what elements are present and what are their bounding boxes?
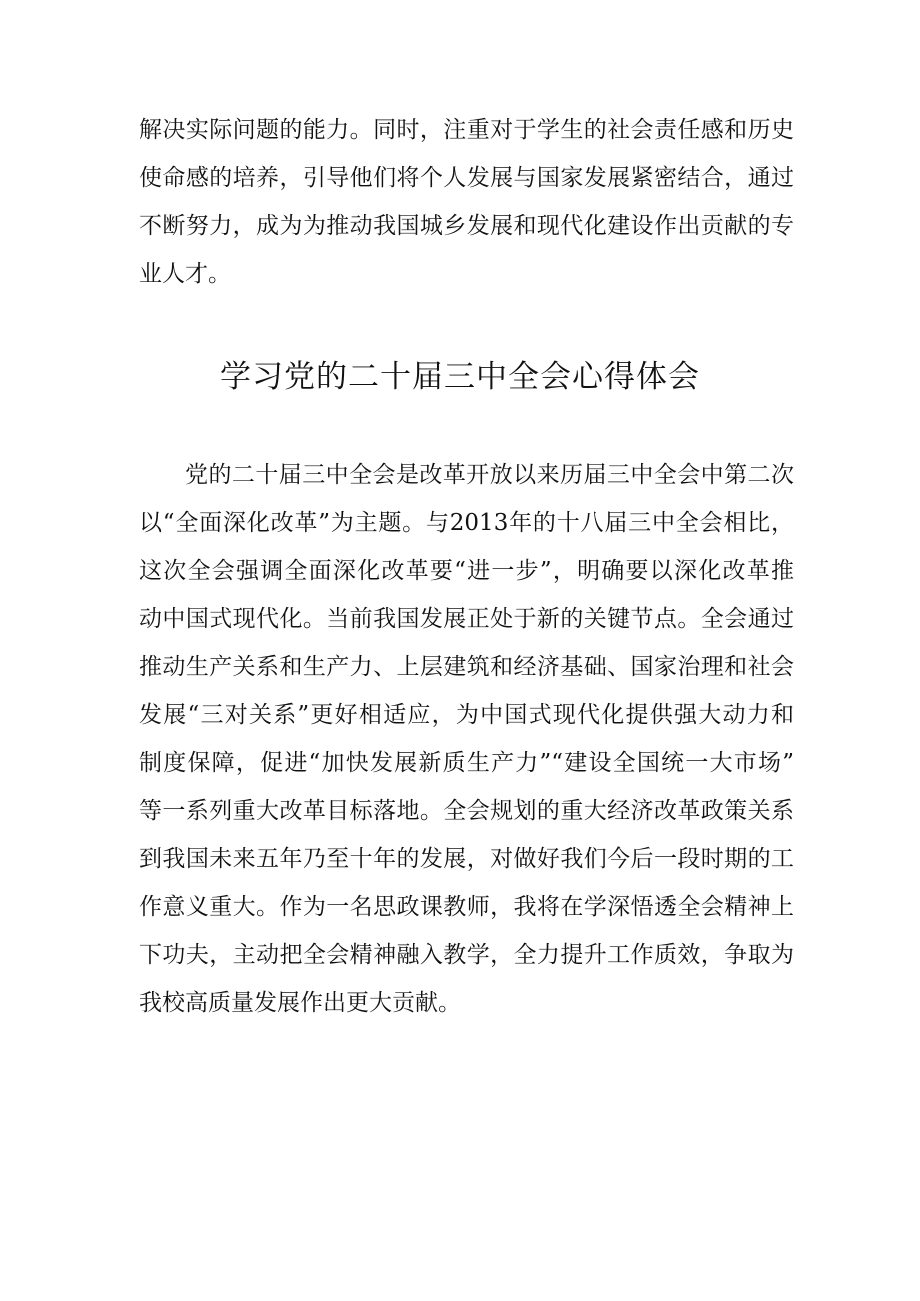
paragraph-line: 业人才。	[139, 261, 231, 287]
paragraph-line: 动中国式现代化。当前我国发展正处于新的关键节点。全会通过	[139, 606, 794, 632]
paragraph-line: 等一系列重大改革目标落地。全会规划的重大经济改革政策关系	[139, 798, 794, 824]
paragraph-line: 推动生产关系和生产力、上层建筑和经济基础、国家治理和社会	[139, 654, 794, 680]
paragraph-line: 我校高质量发展作出更大贡献。	[139, 990, 461, 1016]
paragraph-line: 制度保障，促进“加快发展新质生产力”“建设全国统一大市场”	[139, 750, 794, 776]
paragraph-line: 下功夫，主动把全会精神融入教学，全力提升工作质效，争取为	[139, 942, 794, 968]
document-title: 学习党的二十届三中全会心得体会	[220, 359, 700, 395]
paragraph-line: 党的二十届三中全会是改革开放以来历届三中全会中第二次	[185, 462, 794, 488]
paragraph-line: 这次全会强调全面深化改革要“进一步”，明确要以深化改革推	[139, 558, 794, 584]
paragraph-line: 发展“三对关系”更好相适应，为中国式现代化提供强大动力和	[139, 702, 794, 728]
paragraph-line: 作意义重大。作为一名思政课教师，我将在学深悟透全会精神上	[139, 894, 794, 920]
paragraph-line: 使命感的培养，引导他们将个人发展与国家发展紧密结合，通过	[139, 165, 794, 191]
paragraph-line: 解决实际问题的能力。同时，注重对于学生的社会责任感和历史	[139, 117, 794, 143]
paragraph-body	[139, 451, 794, 1027]
paragraph-line: 不断努力，成为为推动我国城乡发展和现代化建设作出贡献的专	[139, 213, 794, 239]
paragraph-line: 到我国未来五年乃至十年的发展，对做好我们今后一段时期的工	[139, 846, 794, 872]
paragraph-line: 以“全面深化改革”为主题。与2013年的十八届三中全会相比，	[139, 510, 794, 536]
paragraph-continuation	[139, 106, 794, 298]
